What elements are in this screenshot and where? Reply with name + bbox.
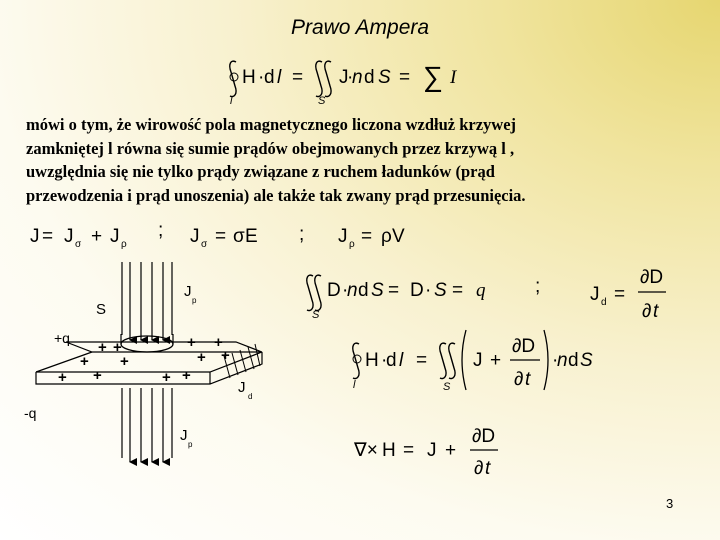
svg-text:+: + [214, 334, 223, 351]
jp-subscript: p [192, 296, 197, 305]
svg-text:ρ: ρ [349, 239, 355, 250]
svg-text:=: = [388, 280, 400, 301]
page-number: 3 [666, 496, 674, 511]
svg-text:d: d [601, 297, 607, 308]
svg-text:+: + [162, 369, 171, 386]
svg-text:q: q [476, 280, 486, 301]
plus-q-label: +q [54, 330, 70, 346]
svg-text:n: n [352, 67, 363, 88]
svg-text:S: S [318, 95, 326, 107]
svg-text:=: = [416, 350, 428, 371]
svg-text:t: t [653, 301, 659, 322]
maxwell-ampere-integral-equation [353, 330, 593, 393]
svg-text:=: = [361, 226, 373, 247]
svg-text:=: = [215, 226, 227, 247]
svg-text:∂: ∂ [474, 458, 484, 479]
svg-text:+: + [182, 367, 191, 384]
svg-text:S: S [443, 381, 451, 393]
svg-text:H: H [365, 350, 379, 371]
svg-text:·: · [258, 67, 265, 88]
svg-text:l: l [399, 350, 404, 371]
paragraph-line: zamkniętej l równa się sumie prądów obejmowanych przez krzywą l , [26, 138, 515, 158]
svg-text:H: H [382, 440, 396, 461]
svg-text:S: S [580, 350, 593, 371]
jp-label-bottom: J [180, 427, 188, 444]
svg-text:J: J [64, 226, 74, 247]
svg-text:+: + [93, 367, 102, 384]
separator: ; [158, 220, 164, 241]
current-arrows-top [122, 262, 172, 340]
svg-text:∂: ∂ [514, 369, 524, 390]
paragraph-line: mówi o tym, że wirowość pola magnetycznego liczona wzdłuż krzywej [26, 115, 517, 134]
svg-text:σ: σ [233, 226, 245, 247]
svg-text:S: S [312, 309, 320, 321]
svg-text:∂D: ∂D [512, 336, 536, 357]
paragraph-line: uwzględnia się nie tylko prądy związane z ruchem ładunków (prąd [26, 162, 495, 181]
svg-text:J: J [473, 350, 483, 371]
svg-text:+: + [490, 350, 502, 371]
svg-text:=: = [403, 440, 415, 461]
svg-text:d: d [568, 350, 579, 371]
svg-text:σ: σ [201, 239, 208, 250]
svg-text:d: d [386, 350, 397, 371]
svg-text:+: + [120, 353, 129, 370]
svg-text:ρ: ρ [121, 239, 127, 250]
svg-text:ρ: ρ [381, 226, 392, 247]
jp-label-top: J [184, 283, 192, 300]
svg-text:∑: ∑ [423, 61, 443, 92]
svg-text:H: H [242, 67, 256, 88]
svg-text:d: d [264, 67, 275, 88]
separator: ; [299, 224, 305, 245]
svg-text:+: + [445, 440, 457, 461]
jd-label: J [238, 379, 246, 396]
paragraph-line: przewodzenia i prąd unoszenia) ale także tak zwany prąd przesunięcia. [26, 185, 526, 205]
svg-text:J: J [110, 226, 120, 247]
svg-text:J: J [590, 284, 600, 305]
capacitor-diagram [24, 262, 262, 462]
maxwell-ampere-differential-equation [353, 426, 498, 479]
separator: ; [535, 276, 541, 297]
svg-text:+: + [187, 334, 196, 351]
svg-text:∇×: ∇× [354, 440, 378, 461]
svg-text:+: + [98, 339, 107, 356]
svg-text:d: d [364, 67, 375, 88]
svg-text:J: J [190, 226, 200, 247]
svg-text:J: J [339, 67, 349, 88]
jp-subscript: p [188, 440, 193, 449]
surface-s-ellipse [121, 336, 173, 352]
svg-text:+: + [197, 349, 206, 366]
svg-text:n: n [347, 280, 358, 301]
svg-text:=: = [42, 226, 54, 247]
svg-text:·: · [347, 67, 354, 88]
svg-text:=: = [399, 67, 411, 88]
svg-text:t: t [485, 458, 491, 479]
svg-text:l: l [230, 95, 233, 107]
svg-text:·: · [342, 280, 349, 301]
svg-text:+: + [91, 226, 103, 247]
svg-text:∂D: ∂D [640, 267, 664, 288]
svg-text:E: E [245, 226, 258, 247]
svg-text:l: l [277, 67, 282, 88]
svg-text:S: S [434, 280, 447, 301]
svg-text:l: l [353, 379, 356, 391]
svg-text:=: = [452, 280, 464, 301]
surface-label: S [96, 301, 107, 318]
svg-text:+: + [58, 369, 67, 386]
svg-text:σ: σ [75, 239, 82, 250]
svg-text:t: t [525, 369, 531, 390]
gauss-law-equation [307, 267, 666, 322]
svg-text:·: · [552, 350, 559, 371]
current-density-equations [30, 220, 405, 250]
svg-text:+: + [80, 353, 89, 370]
minus-q-label: -q [24, 405, 37, 421]
svg-text:∂: ∂ [642, 301, 652, 322]
svg-text:I: I [450, 67, 457, 88]
svg-text:·: · [381, 350, 388, 371]
svg-text:D: D [410, 280, 424, 301]
svg-text:+: + [221, 347, 230, 364]
svg-text:+: + [113, 339, 122, 356]
svg-text:d: d [358, 280, 369, 301]
svg-text:J: J [338, 226, 348, 247]
jd-subscript: d [248, 392, 253, 401]
current-arrows-bottom [122, 388, 172, 462]
svg-text:D: D [327, 280, 341, 301]
svg-text:=: = [292, 67, 304, 88]
svg-text:J: J [30, 226, 40, 247]
svg-text:S: S [378, 67, 391, 88]
svg-text:V: V [392, 226, 405, 247]
slide-title: Prawo Ampera [290, 16, 430, 39]
svg-text:J: J [427, 440, 437, 461]
ampere-law-integral-equation [230, 61, 458, 107]
svg-text:·: · [425, 280, 432, 301]
svg-text:S: S [371, 280, 384, 301]
svg-text:∂D: ∂D [472, 426, 496, 447]
svg-text:=: = [614, 284, 626, 305]
svg-text:n: n [557, 350, 568, 371]
